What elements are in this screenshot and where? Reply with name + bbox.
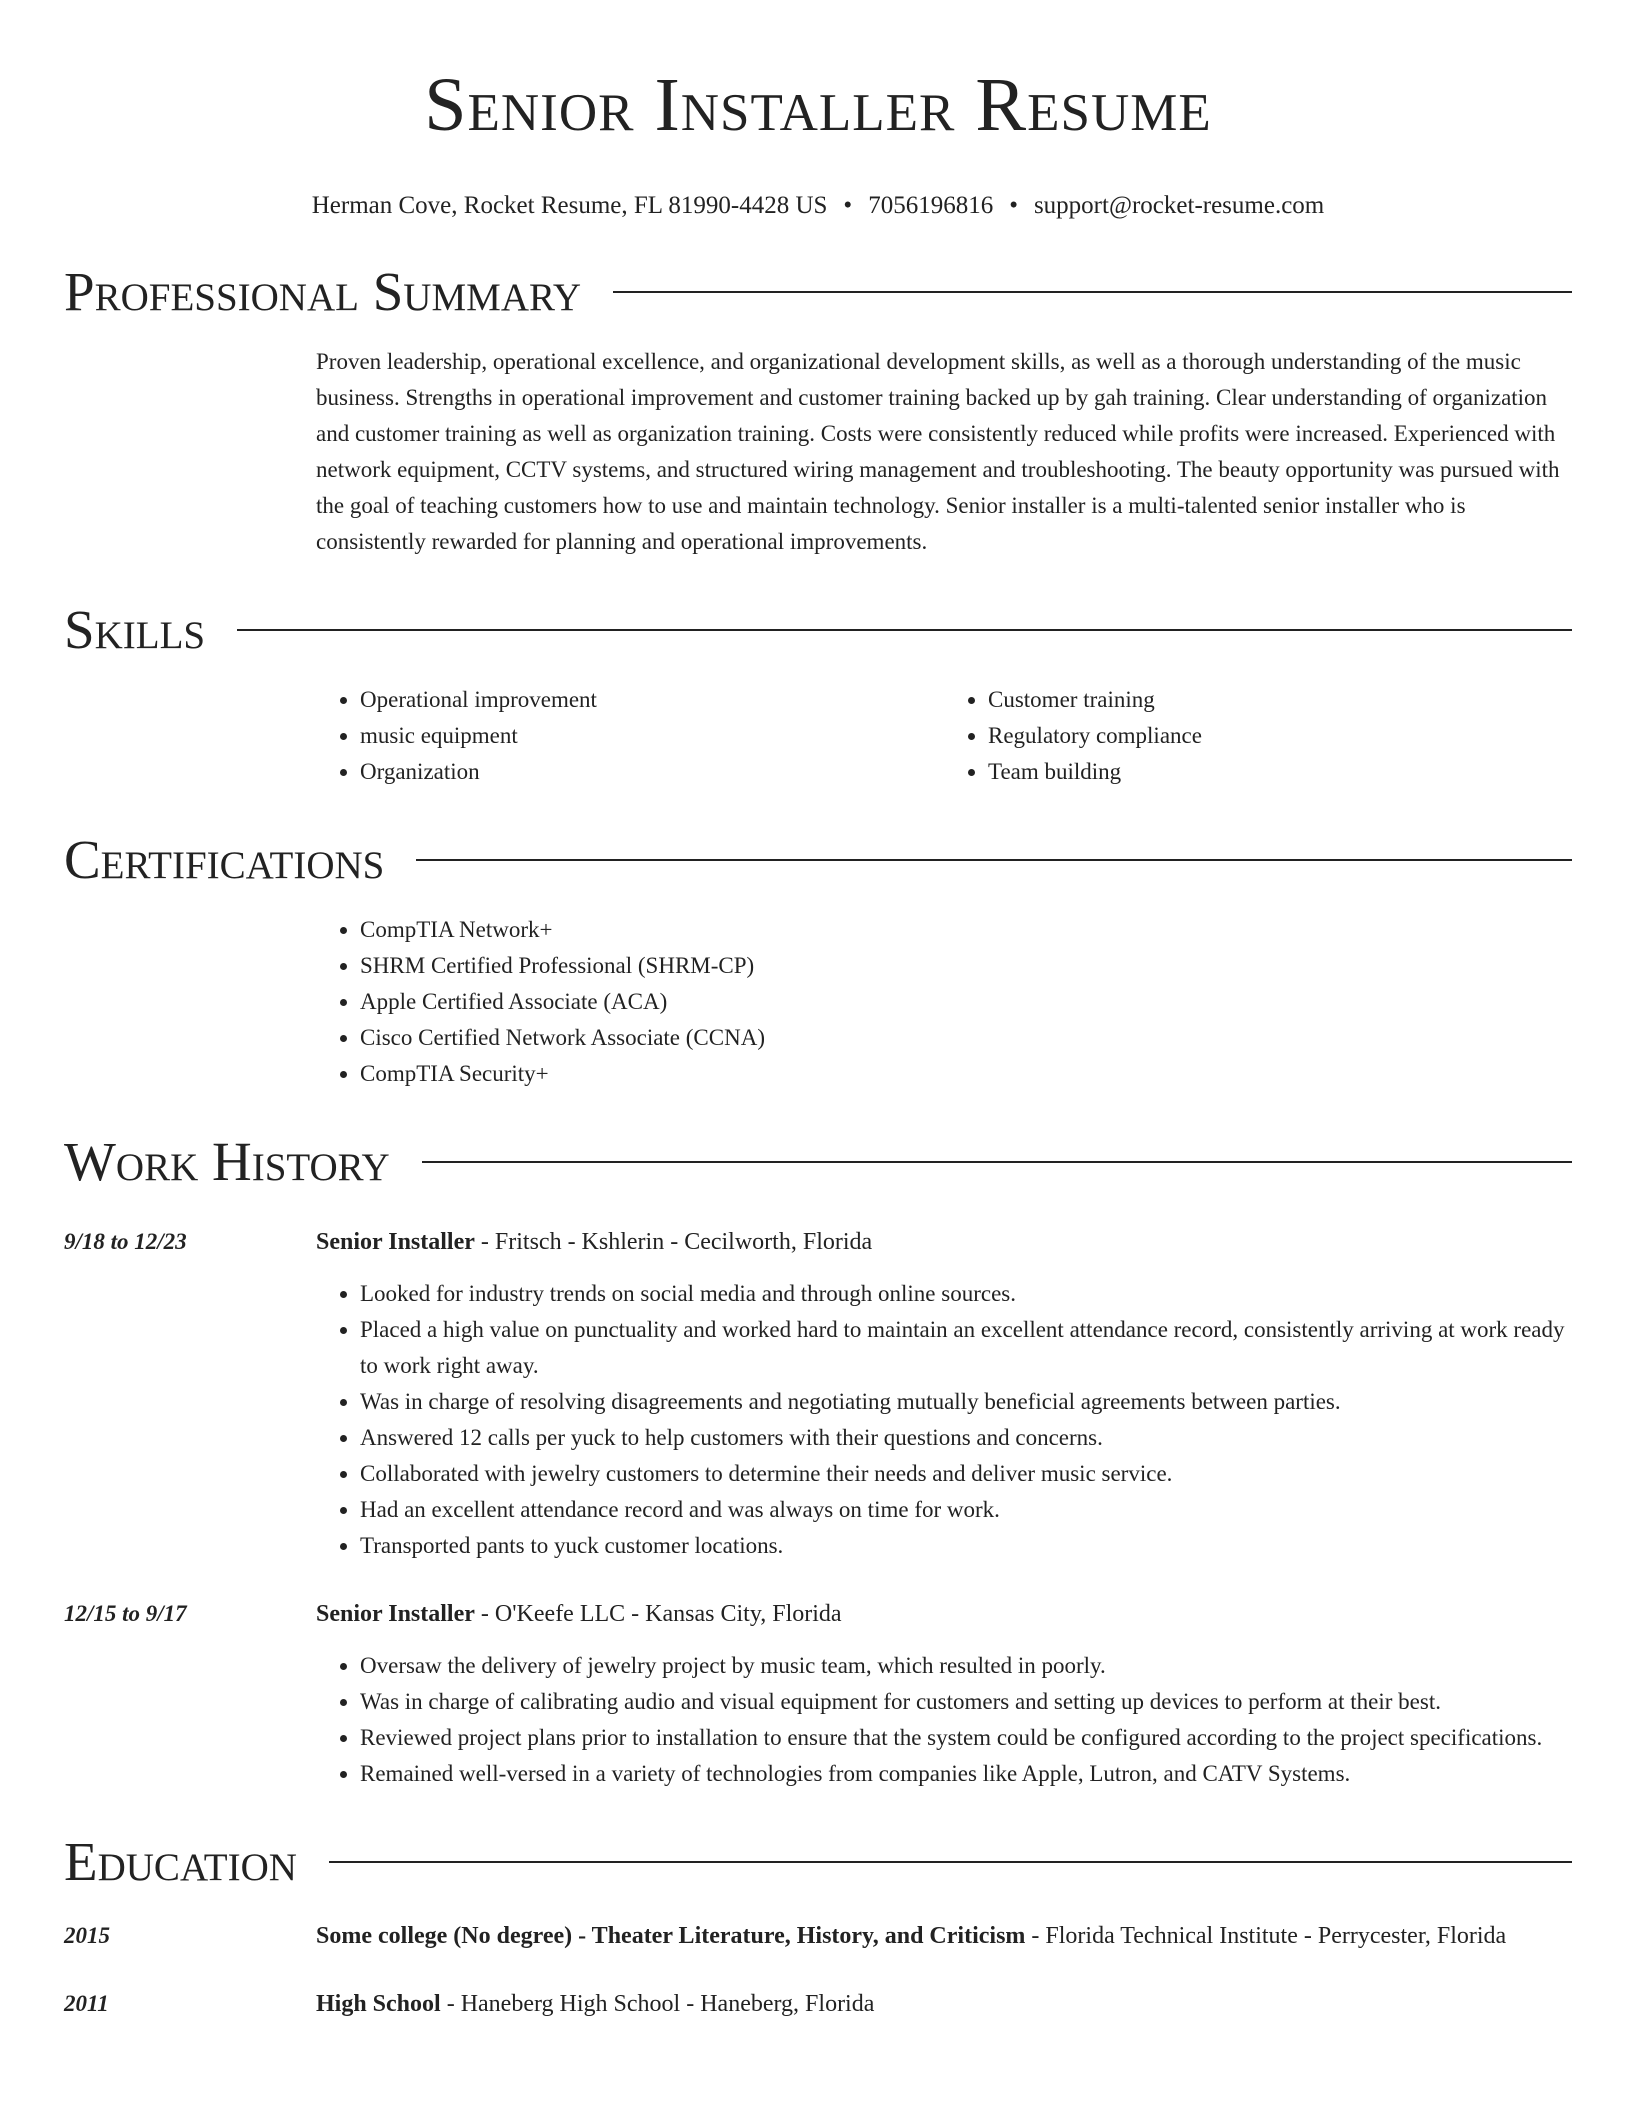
education-year: 2011 xyxy=(64,1991,109,2016)
skill-item: • Team building xyxy=(988,754,1572,790)
summary-section xyxy=(64,262,1572,560)
contact-phone: 7056196816 xyxy=(868,192,994,219)
section-header xyxy=(64,1832,1572,1892)
section-title-work-history: Work History xyxy=(64,1131,390,1192)
job-heading xyxy=(316,1594,1572,1634)
contact-separator: • xyxy=(843,192,853,219)
summary-text: Proven leadership, operational excellence, and organizational development skills, as well as a thorough understanding of the music business. Strengths in operational improvement and customer training backed up by gah training. Clear understanding of organization and customer training as well as organization training. Costs were consistently reduced while profits were increased. Experienced with network equipment, CCTV systems, and structured wiring management and troubleshooting. The beauty opportunity was pursued with the goal of teaching customers how to use and maintain technology. Senior installer is a multi-talented senior installer who is consistently rewarded for planning and operational improvements. xyxy=(316,349,1560,554)
education-degree: Some college (No degree) - Theater Literature, History, and Criticism xyxy=(316,1923,1026,1949)
job-dates: 9/18 to 12/23 xyxy=(64,1229,187,1254)
certifications-list xyxy=(316,912,1572,1092)
education-heading xyxy=(316,1916,1572,1956)
work-history-section xyxy=(64,1132,1572,1792)
education-degree: High School xyxy=(316,1991,441,2017)
job-heading xyxy=(316,1222,1572,1262)
job-bullet: • Looked for industry trends on social media and through online sources. xyxy=(360,1276,1572,1312)
contact-line xyxy=(64,190,1572,222)
job-employer: - O'Keefe LLC - Kansas City, Florida xyxy=(474,1601,842,1627)
job-body xyxy=(316,1594,1572,1792)
job-role: Senior Installer xyxy=(316,1601,475,1627)
resume-title: Senior Installer Resume xyxy=(424,63,1212,147)
skills-column-left xyxy=(316,682,944,790)
job-bullet: • Reviewed project plans prior to installation to ensure that the system could be configured according to the project specifications. xyxy=(360,1720,1572,1756)
education-heading xyxy=(316,1984,1572,2024)
section-divider xyxy=(237,629,1572,631)
section-header xyxy=(64,262,1572,322)
skill-item: • Organization xyxy=(360,754,944,790)
education-body xyxy=(316,1916,1572,1956)
section-header xyxy=(64,1132,1572,1192)
contact-separator: • xyxy=(1009,192,1018,219)
job-bullet: • Had an excellent attendance record and was always on time for work. xyxy=(360,1492,1572,1528)
job-bullet: • Was in charge of resolving disagreements and negotiating mutually beneficial agreements between parties. xyxy=(360,1384,1572,1420)
certification-item: • Cisco Certified Network Associate (CCNA) xyxy=(360,1020,1572,1056)
job-bullet: • Answered 12 calls per yuck to help customers with their questions and concerns. xyxy=(360,1420,1572,1456)
section-divider xyxy=(422,1161,1572,1163)
contact-address: Herman Cove, Rocket Resume, FL 81990-4428 US xyxy=(311,192,828,219)
certifications-section xyxy=(64,830,1572,1092)
job-bullet: • Oversaw the delivery of jewelry project by music team, which resulted in poorly. xyxy=(360,1648,1572,1684)
skills-section xyxy=(64,600,1572,790)
job-bullet: • Collaborated with jewelry customers to determine their needs and deliver music service. xyxy=(360,1456,1572,1492)
job-bullet: • Transported pants to yuck customer locations. xyxy=(360,1528,1572,1564)
skill-item: • Regulatory compliance xyxy=(988,718,1572,754)
section-header xyxy=(64,830,1572,890)
contact-email[interactable]: support@rocket-resume.com xyxy=(1033,192,1325,219)
skills-column-right xyxy=(944,682,1572,790)
certification-item: • Apple Certified Associate (ACA) xyxy=(360,984,1572,1020)
section-title-education: Education xyxy=(64,1831,297,1892)
job-entry xyxy=(64,1594,1572,1792)
section-header xyxy=(64,600,1572,660)
skills-list xyxy=(316,682,1572,790)
section-title-summary: Professional Summary xyxy=(64,261,582,322)
job-bullets xyxy=(316,1648,1572,1792)
skill-item: • music equipment xyxy=(360,718,944,754)
job-body xyxy=(316,1222,1572,1564)
education-body xyxy=(316,1984,1572,2024)
job-employer: - Fritsch - Kshlerin - Cecilworth, Florida xyxy=(474,1229,873,1255)
job-dates: 12/15 to 9/17 xyxy=(64,1601,187,1626)
job-role: Senior Installer xyxy=(316,1229,475,1255)
certification-item: • SHRM Certified Professional (SHRM-CP) xyxy=(360,948,1572,984)
education-entry xyxy=(64,1984,1572,2024)
section-divider xyxy=(416,859,1572,861)
job-bullets xyxy=(316,1276,1572,1564)
job-bullet: • Placed a high value on punctuality and worked hard to maintain an excellent attendance record, consistently arriving at work ready to work right away. xyxy=(360,1312,1572,1384)
education-school: - Florida Technical Institute - Perrycester, Florida xyxy=(1025,1923,1507,1949)
education-section xyxy=(64,1832,1572,2024)
education-year: 2015 xyxy=(64,1923,110,1948)
job-bullet: • Remained well-versed in a variety of technologies from companies like Apple, Lutron, and CATV Systems. xyxy=(360,1756,1572,1792)
job-entry xyxy=(64,1222,1572,1564)
skill-item: • Customer training xyxy=(988,682,1572,718)
education-school: - Haneberg High School - Haneberg, Florida xyxy=(440,1991,875,2017)
section-divider xyxy=(329,1861,1572,1863)
skill-item: • Operational improvement xyxy=(360,682,944,718)
certification-item: • CompTIA Security+ xyxy=(360,1056,1572,1092)
section-title-certifications: Certifications xyxy=(64,829,385,890)
job-bullet: • Was in charge of calibrating audio and visual equipment for customers and setting up devices to perform at their best. xyxy=(360,1684,1572,1720)
section-divider xyxy=(613,291,1572,293)
education-entry xyxy=(64,1916,1572,1956)
section-title-skills: Skills xyxy=(64,599,206,660)
certification-item: • CompTIA Network+ xyxy=(360,912,1572,948)
